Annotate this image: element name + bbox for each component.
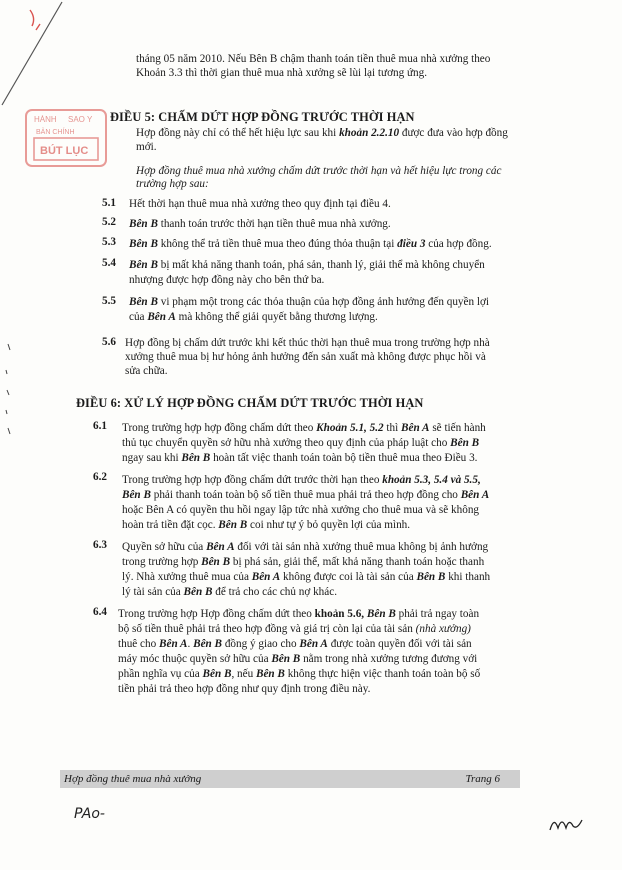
footer-title: Hợp đồng thuê mua nhà xưởng bbox=[64, 773, 202, 785]
clause-6-3-line-3: lý. Nhà xưởng thuê mua của Bên A không được coi là tài sản của Bên B khi thanh bbox=[122, 571, 491, 583]
clause-number: 5.5 bbox=[102, 295, 116, 307]
clause-6-2-line-2: Bên B phải thanh toán toàn bộ số tiền thuê mua phải trả theo hợp đồng cho Bên A bbox=[122, 489, 490, 501]
svg-text:BẢN CHÍNH: BẢN CHÍNH bbox=[36, 129, 75, 136]
clause-6-1-line-3: ngay sau khi Bên B hoàn tất việc thanh toán toàn bộ tiền thuê mua theo Điều 3. bbox=[122, 452, 478, 464]
clause-5-6-text-cont: xưởng thuê mua bị hư hỏng ảnh hưởng đến sản xuất mà không được phục hồi và bbox=[125, 351, 486, 363]
clause-6-1-line-2: thủ tục chuyển quyền sở hữu nhà xưởng theo quy định của pháp luật cho Bên B bbox=[122, 437, 480, 449]
clause-6-4-line-5: phần nghĩa vụ của Bên B, nếu Bên B không thực hiện việc thanh toán toàn bộ số bbox=[118, 668, 481, 680]
clause-number: 6.2 bbox=[93, 471, 107, 483]
article-5-para-2: Hợp đồng thuê mua nhà xưởng chấm dứt trước thời hạn và hết hiệu lực trong các bbox=[136, 165, 502, 177]
clause-6-2-line-4: hoàn trả tiền đặt cọc. Bên B coi như tự ý bỏ quyền lợi của mình. bbox=[122, 519, 411, 531]
clause-6-3-line-4: lý tài sản của Bên B để trả cho các chủ nợ khác. bbox=[122, 586, 338, 598]
clause-number: 5.6 bbox=[102, 336, 116, 348]
clause-6-1-line-1: Trong trường hợp hợp đồng chấm dứt theo Khoản 5.1, 5.2 thì Bên A sẽ tiến hành bbox=[122, 422, 486, 434]
clause-5-5-text-cont: của Bên A mà không thể giải quyết bằng thương lượng. bbox=[129, 311, 378, 323]
clause-5-6-text: Hợp đồng bị chấm dứt trước khi kết thúc thời hạn thuê mua trong trường hợp nhà bbox=[125, 337, 490, 349]
article-5-para-2-cont: trường hợp sau: bbox=[136, 178, 209, 190]
clause-5-3-text: Bên B không thể trả tiền thuê mua theo đúng thỏa thuận tại điều 3 của hợp đồng. bbox=[129, 238, 492, 250]
clause-6-4-line-2: bộ số tiền thuê phải trả theo hợp đồng và giá trị còn lại của tài sản (nhà xưởng) bbox=[118, 623, 471, 635]
handwritten-signature-right bbox=[548, 812, 584, 834]
clause-6-3-line-2: trong trường hợp Bên B bị phá sản, giải thể, mất khả năng thanh toán hoặc thanh bbox=[122, 556, 485, 568]
article-5-para-1: Hợp đồng này chỉ có thể hết hiệu lực sau khi khoản 2.2.10 được đưa vào hợp đồng bbox=[136, 127, 508, 139]
clause-number: 6.1 bbox=[93, 420, 107, 432]
handwritten-initials-left: PAo- bbox=[74, 806, 105, 822]
red-stamp-seal bbox=[24, 108, 108, 168]
clause-number: 6.3 bbox=[93, 539, 107, 551]
clause-5-4-text: Bên B bị mất khả năng thanh toán, phá sản, thanh lý, giải thể mà không chuyển bbox=[129, 259, 485, 271]
clause-5-4-text-cont: nhượng được hợp đồng này cho bên thứ ba. bbox=[129, 274, 325, 286]
clause-6-4-line-1: Trong trường hợp Hợp đồng chấm dứt theo khoản 5.6, Bên B phải trả ngay toàn bbox=[118, 608, 480, 620]
clause-number: 5.2 bbox=[102, 216, 116, 228]
clause-6-2-line-3: hoặc Bên A có quyền thu hồi ngay lập tức nhà xưởng cho thuê mua và sẽ không bbox=[122, 504, 480, 516]
margin-marks bbox=[0, 340, 20, 440]
page-number: Trang 6 bbox=[465, 773, 500, 785]
article-6-heading: ĐIỀU 6: XỬ LÝ HỢP ĐỒNG CHẤM DỨT TRƯỚC THỜI HẠN bbox=[76, 396, 424, 410]
clause-6-4-line-4: máy móc thuộc quyền sở hữu của Bên B nằm trong nhà xưởng tương đương với bbox=[118, 653, 478, 665]
clause-number: 6.4 bbox=[93, 606, 107, 618]
clause-5-5-text: Bên B vi phạm một trong các thỏa thuận của hợp đồng ảnh hưởng đến quyền lợi bbox=[129, 296, 490, 308]
svg-text:HÀNH: HÀNH bbox=[34, 115, 57, 124]
article-5-heading: ĐIỀU 5: CHẤM DỨT HỢP ĐỒNG TRƯỚC THỜI HẠN bbox=[110, 110, 415, 124]
svg-text:BÚT LỤC: BÚT LỤC bbox=[40, 145, 89, 157]
clause-5-6-text-cont2: sửa chữa. bbox=[125, 365, 168, 377]
clause-6-3-line-1: Quyền sở hữu của Bên A đối với tài sản nhà xưởng thuê mua không bị ảnh hưởng bbox=[122, 541, 489, 553]
intro-line-2: Khoản 3.3 thì thời gian thuê mua nhà xưởng sẽ lùi lại tương ứng. bbox=[136, 67, 428, 79]
clause-5-1-text: Hết thời hạn thuê mua nhà xưởng theo quy định tại điều 4. bbox=[129, 198, 391, 210]
clause-number: 5.3 bbox=[102, 236, 116, 248]
svg-text:SAO Y: SAO Y bbox=[68, 115, 93, 124]
intro-line-1: tháng 05 năm 2010. Nếu Bên B chậm thanh toán tiền thuê mua nhà xưởng theo bbox=[136, 53, 491, 65]
clause-5-2-text: Bên B thanh toán trước thời hạn tiền thuê mua nhà xưởng. bbox=[129, 218, 391, 230]
article-5-para-1-cont: mới. bbox=[136, 141, 157, 153]
clause-number: 5.1 bbox=[102, 197, 116, 209]
clause-6-4-line-3: thuê cho Bên A. Bên B đồng ý giao cho Bên A được toàn quyền đối với tài sản bbox=[118, 638, 472, 650]
clause-number: 5.4 bbox=[102, 257, 116, 269]
clause-6-4-line-6: tiền phải trả theo hợp đồng như quy định trong điều này. bbox=[118, 683, 371, 695]
clause-6-2-line-1: Trong trường hợp hợp đồng chấm dứt trước thời hạn theo khoản 5.3, 5.4 và 5.5, bbox=[122, 474, 481, 486]
corner-fold-mark bbox=[0, 0, 70, 110]
footer-band bbox=[60, 770, 520, 788]
